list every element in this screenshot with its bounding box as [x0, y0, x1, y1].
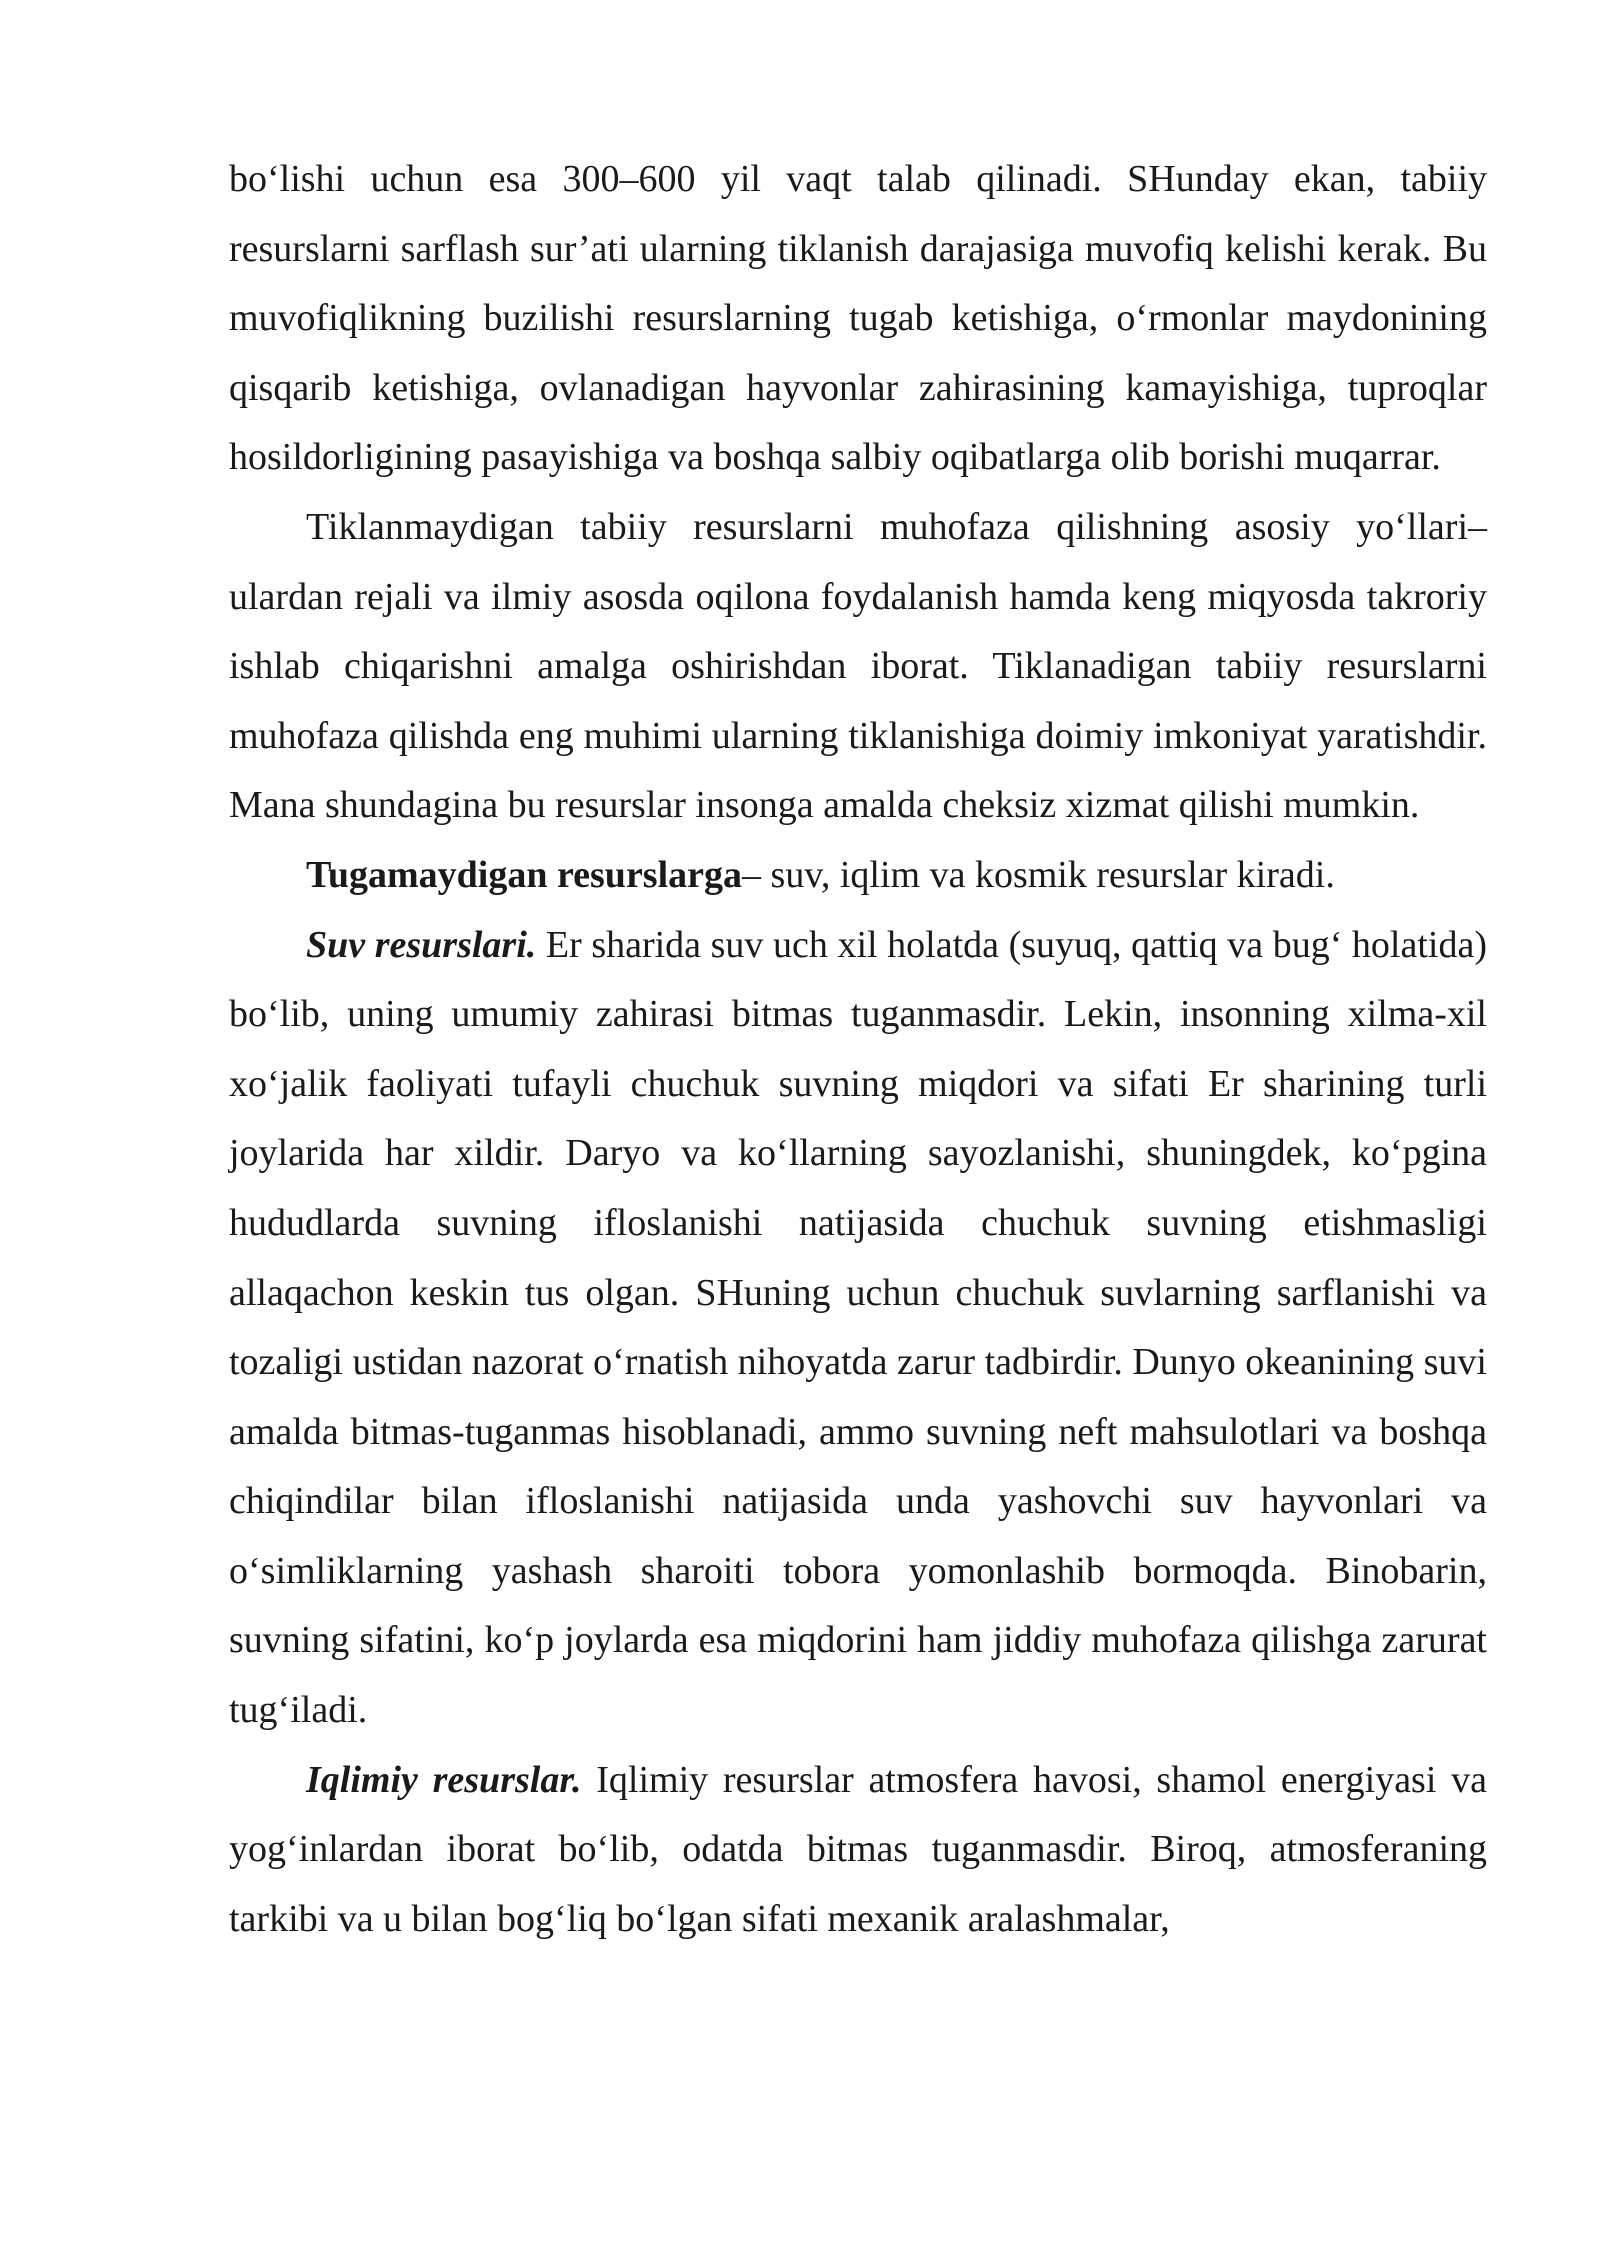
- paragraph-2-text: Tiklanmaydigan tabiiy resurslarni muhofaza qilishning asosiy yo‘llari– ulardan rejali va ilmiy asosda oqilona foydalanish hamda keng miqyosda takroriy ishlab chiqarishni amalga oshirishdan iborat. Tiklanadigan tabiiy resurslarni muhofaza qilishda eng muhimi ularning tiklanishiga doimiy imkoniyat yaratishdir. Mana shundagina bu resurslar insonga amalda cheksiz xizmat qilishi mumkin.: [229, 505, 1487, 827]
- paragraph-5-lead: Iqlimiy resurslar.: [306, 1758, 582, 1801]
- paragraph-4-lead: Suv resurslari.: [306, 923, 537, 966]
- paragraph-3: [229, 841, 1487, 911]
- paragraph-1-text: bo‘lishi uchun esa 300–600 yil vaqt talab qilinadi. SHunday ekan, tabiiy resurslarni sarflash sur’ati ularning tiklanish darajasiga muvofiq kelishi kerak. Bu muvofiqlikning buzilishi resurslarning tugab ketishiga, o‘rmonlar maydonining qisqarib ketishiga, ovlanadigan hayvonlar zahirasining kamayishiga, tuproqlar hosildorligining pasayishiga va boshqa salbiy oqibatlarga olib borishi muqarrar.: [229, 158, 1487, 479]
- paragraph-3-text: – suv, iqlim va kosmik resurslar kiradi.: [742, 853, 1335, 896]
- paragraph-1: [229, 145, 1487, 493]
- paragraph-5-text: Iqlimiy resurslar atmosfera havosi, shamol energiyasi va yog‘inlardan iborat bo‘lib, odatda bitmas tuganmasdir. Biroq, atmosferaning tarkibi va u bilan bog‘liq bo‘lgan sifati mexanik aralashmalar,: [229, 1758, 1487, 1940]
- paragraph-3-lead: Tugamaydigan resurslarga: [306, 853, 743, 896]
- paragraph-4: [229, 911, 1487, 1746]
- paragraph-4-text: Er sharida suv uch xil holatda (suyuq, qattiq va bug‘ holatida) bo‘lib, uning umumiy zahirasi bitmas tuganmasdir. Lekin, insonning xilma-xil xo‘jalik faoliyati tufayli chuchuk suvning miqdori va sifati Er sharining turli joylarida har xildir. Daryo va ko‘llarning sayozlanishi, shuningdek, ko‘pgina hududlarda suvning ifloslanishi natijasida chuchuk suvning etishmasligi allaqachon keskin tus olgan. SHuning uchun chuchuk suvlarning sarflanishi va tozaligi ustidan nazorat o‘rnatish nihoyatda zarur tadbirdir. Dunyo okeanining suvi amalda bitmas-tuganmas hisoblanadi, ammo suvning neft mahsulotlari va boshqa chiqindilar bilan ifloslanishi natijasida unda yashovchi suv hayvonlari va o‘simliklarning yashash sharoiti tobora yomonlashib bormoqda. Binobarin, suvning sifatini, ko‘p joylarda esa miqdorini ham jiddiy muhofaza qilishga zarurat tug‘iladi.: [229, 923, 1487, 1732]
- document-page: [229, 145, 1487, 1954]
- paragraph-5: [229, 1746, 1487, 1955]
- paragraph-2: [229, 493, 1487, 841]
